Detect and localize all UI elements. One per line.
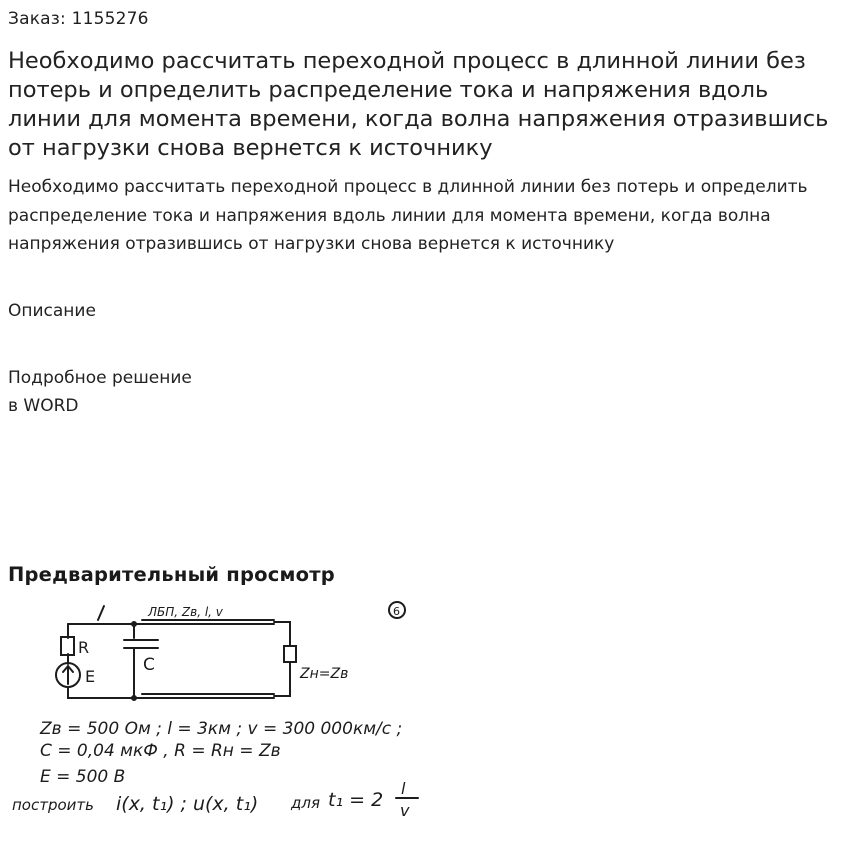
resistor-r — [61, 637, 74, 655]
line-bottom — [134, 694, 274, 698]
task-word-build: построить — [12, 796, 94, 814]
task-description: Необходимо рассчитать переходной процесс в длинной линии без потерь и определить распределение тока и напряжения вдоль линии для момента времени, когда волна напряжения отразившись от нагрузки снова вернется к источнику — [8, 177, 808, 254]
preview-heading: Предварительный просмотр — [8, 563, 335, 586]
line-params-label: ЛБП, Zв, l, v — [148, 605, 223, 619]
task-word-for: для — [291, 794, 320, 812]
description-label: Описание — [8, 301, 96, 321]
preview-scan-image — [8, 596, 448, 836]
zn-label: Zн=Zв — [300, 666, 349, 682]
task-functions: i(x, t₁) ; u(x, t₁) — [116, 793, 259, 815]
line-top — [134, 620, 274, 624]
given-line-3: E = 500 В — [40, 767, 126, 787]
task-time: t₁ = 2 — [328, 789, 384, 811]
given-line-2: C = 0,04 мкФ , R = Rн = Zв — [40, 741, 281, 761]
switch-sketch — [68, 606, 104, 624]
circuit-sketch — [8, 596, 448, 836]
r-label: R — [78, 638, 90, 657]
page-title: Необходимо рассчитать переходной процесс в длинной линии без потерь и определить распределение тока и напряжения вдоль линии для момента времени, когда волна напряжения отразившись от нагрузки снова вернется к источнику — [8, 48, 829, 161]
page-number: 6 — [393, 605, 400, 618]
c-label: C — [143, 655, 155, 675]
load-resistor — [284, 646, 296, 662]
given-line-1: Zв = 500 Ом ; l = 3км ; v = 300 000км/с ; — [40, 719, 403, 739]
e-label: E — [85, 667, 96, 686]
left-wire — [68, 624, 134, 698]
order-number: Заказ: 1155276 — [8, 9, 149, 29]
fraction-numerator: l — [401, 779, 406, 798]
fraction-denominator: v — [400, 801, 410, 820]
solution-line-1: Подробное решение — [8, 368, 192, 388]
right-wire — [274, 622, 290, 696]
solution-info — [8, 364, 192, 420]
solution-line-2: в WORD — [8, 396, 79, 416]
